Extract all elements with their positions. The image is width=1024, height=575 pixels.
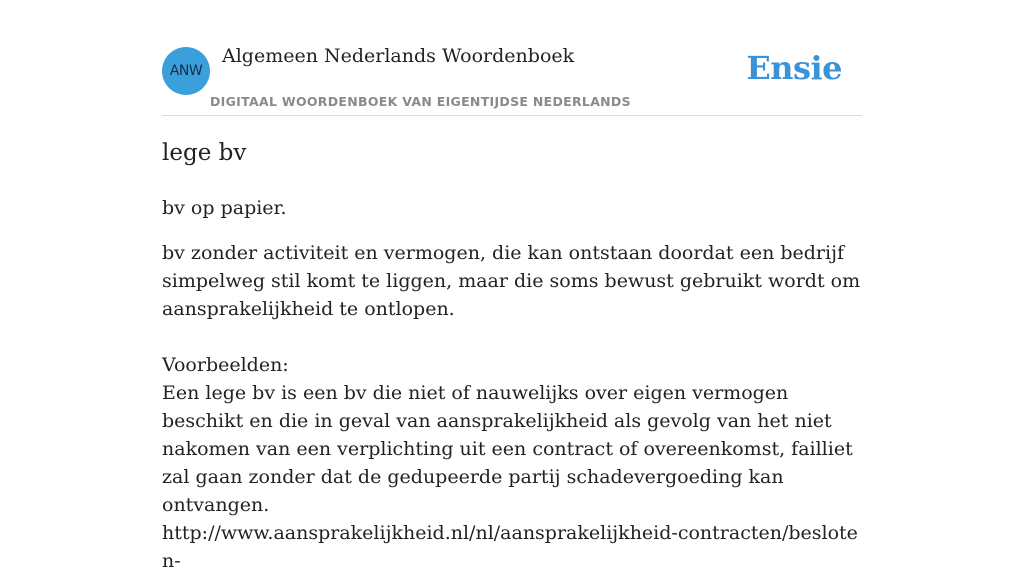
long-definition: bv zonder activiteit en vermogen, die kan ontstaan doordat een bedrijf simpelweg stil komt te liggen, maar die soms bewust gebruikt wordt om aansprakelijkheid te ontlopen. [162, 242, 861, 320]
source-title[interactable]: Algemeen Nederlands Woordenboek [222, 45, 575, 67]
example-source-link[interactable]: http://www.aansprakelijkheid.nl/nl/aansprakelijkheid-contracten/besloten- [162, 522, 858, 572]
header [162, 0, 862, 116]
short-definition: bv op papier. [162, 197, 287, 219]
entry-term: lege bv [162, 140, 247, 166]
source-subtitle: DIGITAAL WOORDENBOEK VAN EIGENTIJDSE NEDERLANDS [210, 94, 631, 109]
paragraph-spacer [162, 323, 862, 351]
definition-body [162, 239, 862, 575]
anw-logo[interactable] [162, 47, 210, 95]
examples-label: Voorbeelden: [162, 354, 289, 376]
entry-page [162, 0, 862, 572]
logo-text: ANW [169, 63, 203, 79]
ensie-logo[interactable]: Ensie [746, 49, 842, 87]
example-text: Een lege bv is een bv die niet of nauwelijks over eigen vermogen beschikt en die in geval van aansprakelijkheid als gevolg van het niet nakomen van een verplichting uit een contract of overeenkomst, failliet zal gaan zonder dat de gedupeerde partij schadevergoeding kan ontvangen. [162, 382, 853, 516]
